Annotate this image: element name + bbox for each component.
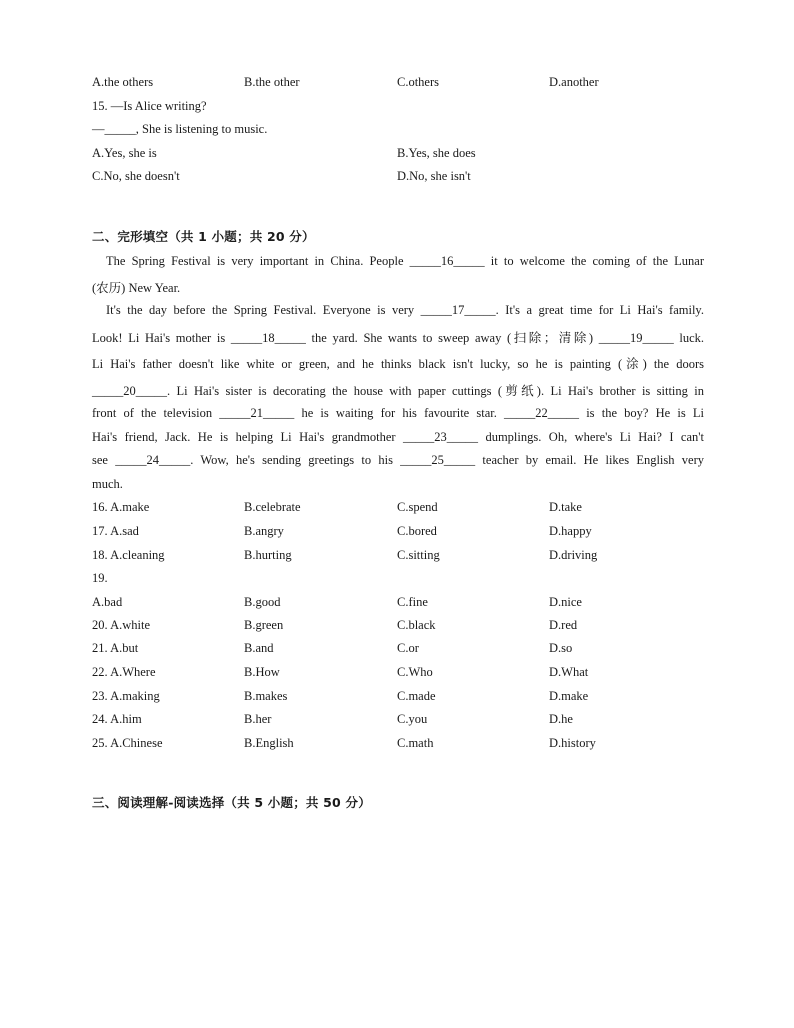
q22-option-d[interactable]: D.What bbox=[549, 665, 589, 679]
q15-options-row-2 bbox=[92, 169, 712, 187]
passage-line: Hai's friend, Jack. He is helping Li Hai's grandmother _____23_____ dumplings. Oh, where's Li Hai? I can't bbox=[92, 430, 704, 444]
passage-line: Look! Li Hai's mother is _____18_____ the yard. She wants to sweep away (扫除；清除) _____19_____ luck. bbox=[92, 331, 704, 345]
passage-line: Li Hai's father doesn't like white or green, and he thinks black isn't lucky, so he is painting (涂) the doors bbox=[92, 357, 704, 371]
q16-option-d[interactable]: D.take bbox=[549, 500, 582, 514]
q24-option-b[interactable]: B.her bbox=[244, 712, 272, 726]
question-row-22 bbox=[92, 665, 712, 683]
question-row-23 bbox=[92, 689, 712, 707]
q18-option-a[interactable]: 18. A.cleaning bbox=[92, 548, 165, 562]
q19-option-c[interactable]: C.fine bbox=[397, 595, 428, 609]
q25-option-a[interactable]: 25. A.Chinese bbox=[92, 736, 163, 750]
q21-option-d[interactable]: D.so bbox=[549, 641, 573, 655]
q20-option-b[interactable]: B.green bbox=[244, 618, 284, 632]
q24-option-a[interactable]: 24. A.him bbox=[92, 712, 142, 726]
q15-question: 15. —Is Alice writing? bbox=[92, 99, 207, 113]
q25-option-b[interactable]: B.English bbox=[244, 736, 294, 750]
q16-option-a[interactable]: 16. A.make bbox=[92, 500, 150, 514]
q14-option-c[interactable]: C.others bbox=[397, 75, 440, 89]
q16-option-c[interactable]: C.spend bbox=[397, 500, 438, 514]
q19-number: 19. bbox=[92, 571, 108, 585]
q15-option-d[interactable]: D.No, she isn't bbox=[397, 169, 471, 183]
q19-option-b[interactable]: B.good bbox=[244, 595, 281, 609]
question-row-19 bbox=[92, 595, 712, 613]
q17-option-d[interactable]: D.happy bbox=[549, 524, 592, 538]
q20-option-a[interactable]: 20. A.white bbox=[92, 618, 150, 632]
q18-option-c[interactable]: C.sitting bbox=[397, 548, 440, 562]
question-row-18 bbox=[92, 548, 712, 566]
q14-option-a[interactable]: A.the others bbox=[92, 75, 154, 89]
q17-option-c[interactable]: C.bored bbox=[397, 524, 437, 538]
q19-option-a[interactable]: A.bad bbox=[92, 595, 123, 609]
q15-option-c[interactable]: C.No, she doesn't bbox=[92, 169, 180, 183]
q14-options bbox=[92, 75, 712, 93]
section-3-heading: 三、阅读理解-阅读选择（共 5 小题；共 50 分） bbox=[92, 795, 371, 810]
q21-option-b[interactable]: B.and bbox=[244, 641, 274, 655]
q22-option-b[interactable]: B.How bbox=[244, 665, 280, 679]
q22-option-c[interactable]: C.Who bbox=[397, 665, 433, 679]
passage-line: The Spring Festival is very important in China. People _____16_____ it to welcome the coming of the Lunar bbox=[106, 254, 704, 268]
passage-line: see _____24_____. Wow, he's sending greetings to his _____25_____ teacher by email. He likes English very bbox=[92, 453, 704, 467]
q24-option-d[interactable]: D.he bbox=[549, 712, 573, 726]
question-row-25 bbox=[92, 736, 712, 754]
section-2-heading: 二、完形填空（共 1 小题；共 20 分） bbox=[92, 229, 315, 244]
q14-option-b[interactable]: B.the other bbox=[244, 75, 300, 89]
question-row-17 bbox=[92, 524, 712, 542]
q20-option-d[interactable]: D.red bbox=[549, 618, 578, 632]
question-row-21 bbox=[92, 641, 712, 659]
q24-option-c[interactable]: C.you bbox=[397, 712, 428, 726]
question-row-16 bbox=[92, 500, 712, 518]
q16-option-b[interactable]: B.celebrate bbox=[244, 500, 301, 514]
q25-option-d[interactable]: D.history bbox=[549, 736, 596, 750]
q21-option-c[interactable]: C.or bbox=[397, 641, 419, 655]
q14-option-d[interactable]: D.another bbox=[549, 75, 599, 89]
q18-option-b[interactable]: B.hurting bbox=[244, 548, 292, 562]
q17-option-b[interactable]: B.angry bbox=[244, 524, 284, 538]
q18-option-d[interactable]: D.driving bbox=[549, 548, 598, 562]
q23-option-c[interactable]: C.made bbox=[397, 689, 436, 703]
q23-option-a[interactable]: 23. A.making bbox=[92, 689, 160, 703]
q15-answer-line: —_____, She is listening to music. bbox=[92, 122, 268, 136]
passage-line: It's the day before the Spring Festival. Everyone is very _____17_____. It's a great time for Li Hai's family. bbox=[106, 303, 704, 317]
q15-option-b[interactable]: B.Yes, she does bbox=[397, 146, 476, 160]
question-row-24 bbox=[92, 712, 712, 730]
q25-option-c[interactable]: C.math bbox=[397, 736, 434, 750]
q20-option-c[interactable]: C.black bbox=[397, 618, 436, 632]
q15-options-row-1 bbox=[92, 146, 712, 164]
question-row-20 bbox=[92, 618, 712, 636]
q21-option-a[interactable]: 21. A.but bbox=[92, 641, 139, 655]
q23-option-b[interactable]: B.makes bbox=[244, 689, 288, 703]
q22-option-a[interactable]: 22. A.Where bbox=[92, 665, 156, 679]
q19-option-d[interactable]: D.nice bbox=[549, 595, 582, 609]
passage-line: _____20_____. Li Hai's sister is decorating the house with paper cuttings (剪纸). Li Hai's brother is sitting in bbox=[92, 384, 704, 398]
passage-line: much. bbox=[92, 477, 123, 491]
passage-line: (农历) New Year. bbox=[92, 281, 181, 295]
passage-line: front of the television _____21_____ he is waiting for his favourite star. _____22_____ is the boy? He is Li bbox=[92, 406, 704, 420]
q15-option-a[interactable]: A.Yes, she is bbox=[92, 146, 157, 160]
q17-option-a[interactable]: 17. A.sad bbox=[92, 524, 139, 538]
q23-option-d[interactable]: D.make bbox=[549, 689, 589, 703]
